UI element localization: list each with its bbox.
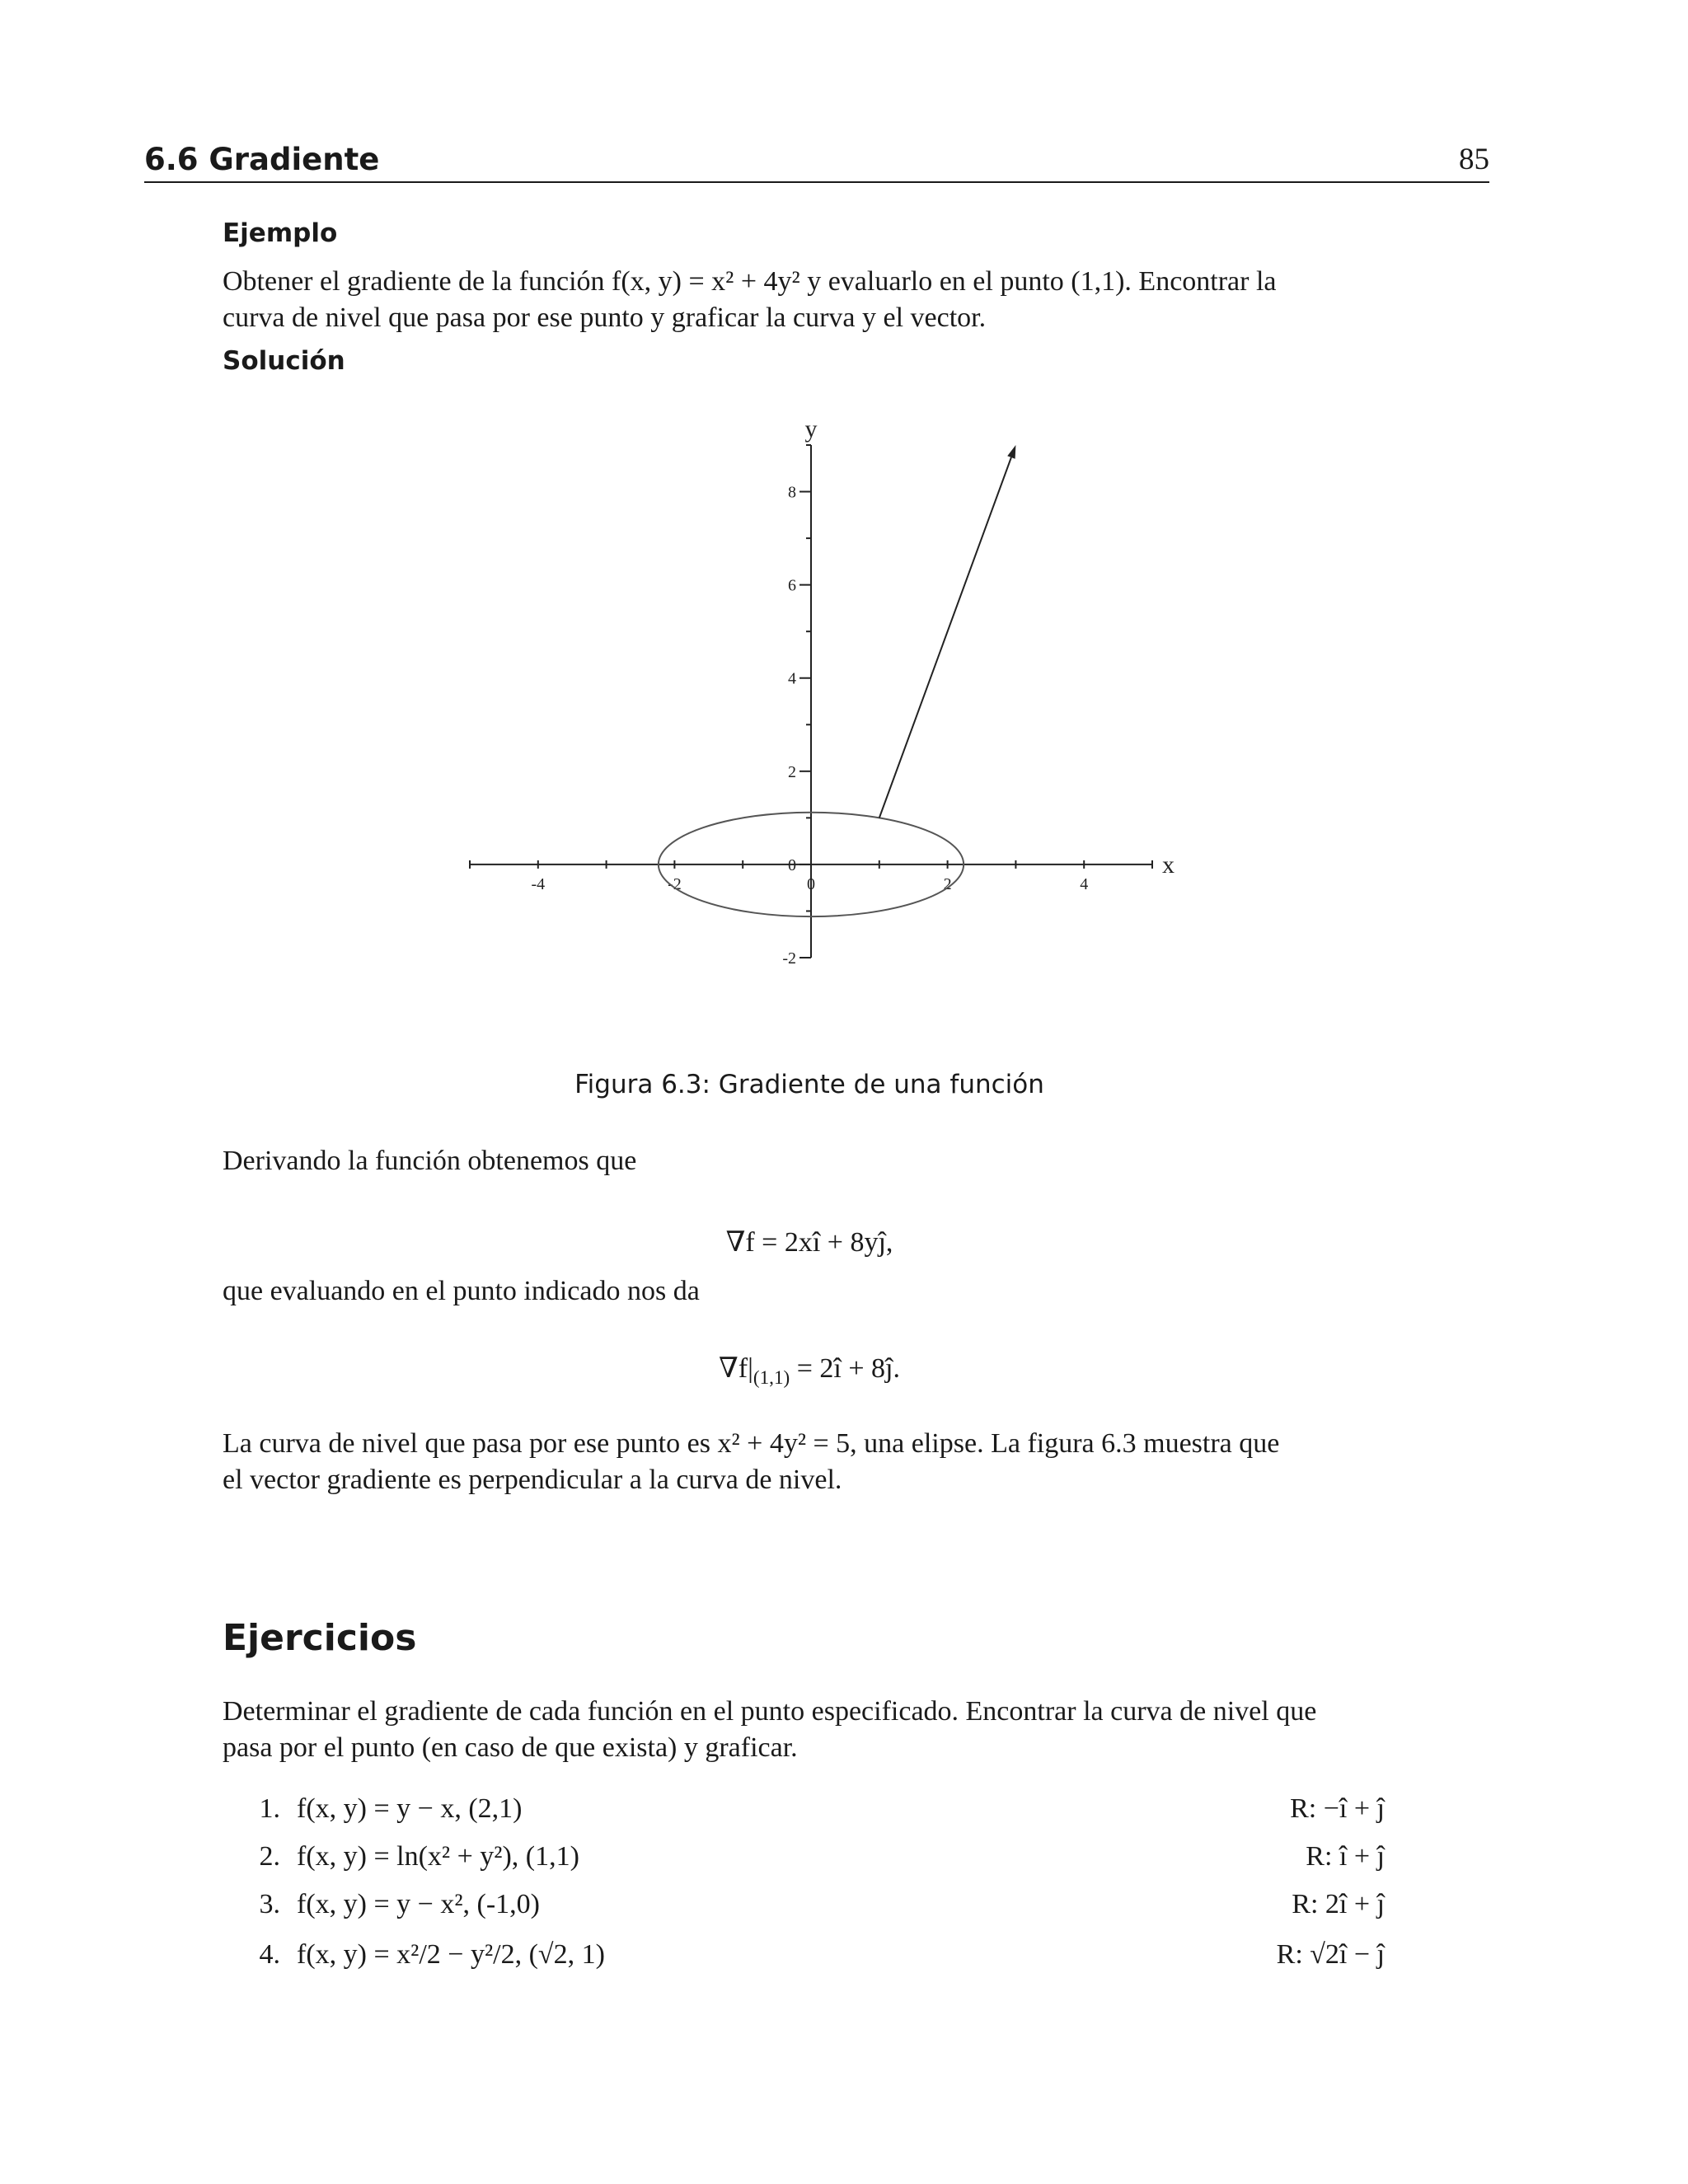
exercises-intro (223, 1694, 1393, 1766)
y-tick-label: 8 (788, 483, 796, 502)
y-tick-label: -2 (782, 949, 796, 968)
gradient-arrowhead (1007, 445, 1015, 459)
exercise-item (239, 1841, 1385, 1881)
exercises-heading: Ejercicios (223, 1617, 417, 1659)
exercise-number: 1. (259, 1793, 280, 1824)
exercise-answer: R: −î + ĵ (1290, 1793, 1385, 1824)
x-tick-label: 0 (807, 874, 815, 893)
example-line-2: curva de nivel que pasa por ese punto y graficar la curva y el vector. (223, 302, 987, 333)
y-tick-label: 2 (788, 762, 796, 781)
example-line-1: Obtener el gradiente de la función f(x, y) = x² + 4y² y evaluarlo en el punto (1,1). Encontrar la (223, 266, 1277, 297)
figure-caption: Figura 6.3: Gradiente de una función (574, 1070, 1044, 1099)
example-label: Ejemplo (223, 218, 338, 248)
conclusion-line-2: el vector gradiente es perpendicular a la curva de nivel. (223, 1465, 842, 1495)
derivation-conclusion (223, 1426, 1393, 1498)
equation-gradient: ∇f = 2xî + 8yĵ, (725, 1227, 893, 1258)
x-tick-label: -4 (531, 874, 546, 893)
gradient-vector (879, 457, 1011, 818)
x-tick-label: -2 (668, 874, 682, 893)
x-tick-label: 2 (943, 874, 952, 893)
header-rule (144, 181, 1489, 183)
derivation-intro: Derivando la función obtenemos que (223, 1146, 637, 1176)
y-tick-label: 6 (788, 576, 796, 595)
exercise-number: 4. (259, 1939, 280, 1970)
exercise-number: 2. (259, 1841, 280, 1872)
example-text (223, 264, 1393, 336)
equation-evaluated (0, 1352, 1619, 1390)
derivation-mid: que evaluando en el punto indicado nos da (223, 1276, 700, 1306)
exercise-item (239, 1889, 1385, 1929)
conclusion-line-1: La curva de nivel que pasa por ese punto es x² + 4y² = 5, una elipse. La figura 6.3 muestra que (223, 1428, 1280, 1459)
y-tick-label: 4 (788, 669, 796, 688)
exercise-answer: R: √2î − ĵ (1276, 1939, 1385, 1970)
x-tick-label: 4 (1080, 874, 1089, 893)
x-ticks (470, 860, 1152, 893)
eq2-subscript: (1,1) (753, 1366, 790, 1389)
exercise-item (239, 1939, 1385, 1979)
exercise-function: f(x, y) = y − x, (2,1) (297, 1793, 523, 1824)
eq2-rhs: = 2î + 8ĵ. (790, 1353, 900, 1384)
section-title: 6.6 Gradiente (144, 142, 380, 177)
y-tick-label: 0 (788, 855, 796, 874)
page-number: 85 (1459, 143, 1489, 176)
exercise-function: f(x, y) = ln(x² + y²), (1,1) (297, 1841, 579, 1872)
exercises-intro-line-1: Determinar el gradiente de cada función en el punto especificado. Encontrar la curva de nivel que (223, 1696, 1317, 1727)
exercise-function: f(x, y) = x²/2 − y²/2, (√2, 1) (297, 1939, 605, 1970)
exercise-number: 3. (259, 1889, 280, 1919)
x-axis-label: x (1162, 851, 1175, 879)
gradient-chart (445, 412, 1187, 989)
solution-label: Solución (223, 346, 345, 376)
y-axis-label: y (804, 415, 818, 443)
exercise-answer: R: î + ĵ (1306, 1841, 1385, 1872)
running-head (144, 138, 1489, 188)
exercises-intro-line-2: pasa por el punto (en caso de que exista) y graficar. (223, 1732, 798, 1763)
exercise-answer: R: 2î + ĵ (1292, 1889, 1385, 1919)
exercise-function: f(x, y) = y − x², (-1,0) (297, 1889, 540, 1919)
exercise-item (239, 1793, 1385, 1833)
eq2-lhs: ∇f| (719, 1353, 753, 1384)
